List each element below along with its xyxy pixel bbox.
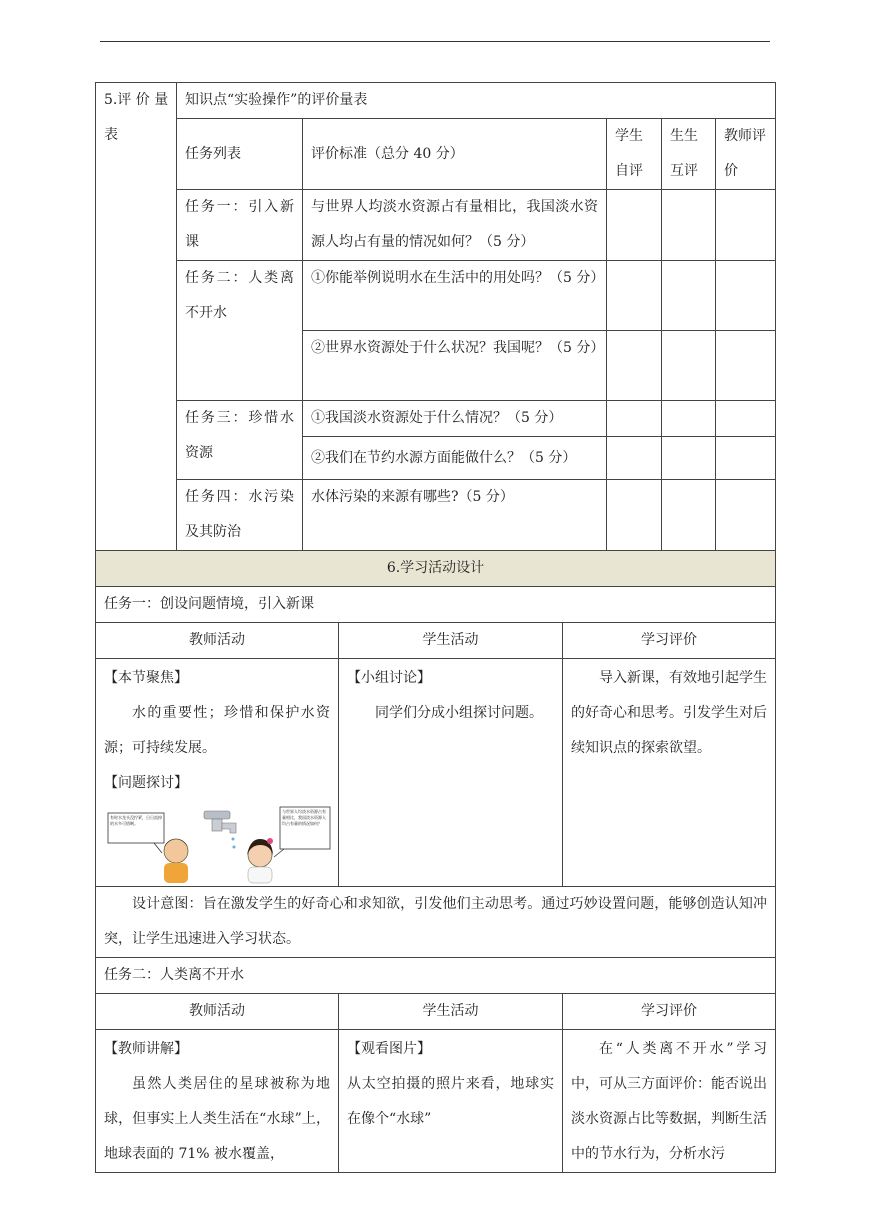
task2-eval-cell: 在“人类离不开水”学习中，可从三方面评价：能否说出淡水资源占比等数据，判断生活中的节水行为，分析水污 bbox=[563, 1030, 776, 1173]
teacher-score-cell[interactable] bbox=[716, 437, 776, 480]
peer-score-cell[interactable] bbox=[662, 261, 716, 331]
criteria-cell: ①你能举例说明水在生活中的用处吗？（5 分） bbox=[303, 261, 607, 331]
bubble-left-text: 有时水龙头没拧紧，日日流掉的水多可惜啊。 bbox=[110, 815, 162, 826]
teacher-score-cell[interactable] bbox=[716, 480, 776, 551]
self-score-cell[interactable] bbox=[607, 190, 662, 261]
design-intent: 设计意图：旨在激发学生的好奇心和求知欲，引发他们主动思考。通过巧妙设置问题，能够创造认知冲突，让学生迅速进入学习状态。 bbox=[96, 887, 776, 958]
header-task: 任务列表 bbox=[177, 119, 303, 190]
col-student-activity: 学生活动 bbox=[339, 994, 563, 1030]
task2-student-cell bbox=[339, 1030, 563, 1173]
task-cell: 任务二：人类离不开水 bbox=[177, 261, 303, 401]
group-discussion-text: 同学们分成小组探讨问题。 bbox=[375, 705, 543, 721]
criteria-cell: ②世界水资源处于什么状况？我国呢？（5 分） bbox=[303, 331, 607, 401]
document-body bbox=[95, 82, 775, 1173]
focus-heading: 【本节聚焦】 bbox=[104, 670, 188, 686]
table-row bbox=[96, 261, 776, 331]
peer-score-cell[interactable] bbox=[662, 437, 716, 480]
criteria-cell: ②我们在节约水源方面能做什么？（5 分） bbox=[303, 437, 607, 480]
task1-teacher-cell bbox=[96, 659, 339, 887]
col-student-activity: 学生活动 bbox=[339, 623, 563, 659]
teacher-score-cell[interactable] bbox=[716, 401, 776, 437]
discussion-heading: 【问题探讨】 bbox=[104, 775, 188, 791]
table-row bbox=[96, 190, 776, 261]
view-pictures-text: 从太空拍摄的照片来看，地球实在像个“水球” bbox=[347, 1076, 554, 1127]
peer-score-cell[interactable] bbox=[662, 190, 716, 261]
section5-label: 5.评 价 量表 bbox=[96, 83, 177, 551]
table-row bbox=[96, 401, 776, 437]
peer-score-cell[interactable] bbox=[662, 480, 716, 551]
teacher-score-cell[interactable] bbox=[716, 261, 776, 331]
activity-design-table bbox=[95, 550, 776, 1173]
self-score-cell[interactable] bbox=[607, 437, 662, 480]
peer-score-cell[interactable] bbox=[662, 401, 716, 437]
task2-title: 任务二：人类离不开水 bbox=[96, 958, 776, 994]
self-score-cell[interactable] bbox=[607, 401, 662, 437]
self-score-cell[interactable] bbox=[607, 331, 662, 401]
focus-text: 水的重要性；珍惜和保护水资源；可持续发展。 bbox=[104, 705, 330, 756]
header-self: 学生自评 bbox=[607, 119, 662, 190]
col-learning-eval: 学习评价 bbox=[563, 623, 776, 659]
task-cell: 任务四：水污染及其防治 bbox=[177, 480, 303, 551]
criteria-cell: 水体污染的来源有哪些?（5 分） bbox=[303, 480, 607, 551]
header-peer: 生生互评 bbox=[662, 119, 716, 190]
peer-score-cell[interactable] bbox=[662, 331, 716, 401]
criteria-cell: ①我国淡水资源处于什么情况？（5 分） bbox=[303, 401, 607, 437]
task1-title: 任务一：创设问题情境，引入新课 bbox=[96, 587, 776, 623]
col-teacher-activity: 教师活动 bbox=[96, 994, 339, 1030]
teacher-score-cell[interactable] bbox=[716, 190, 776, 261]
evaluation-section-table bbox=[95, 82, 776, 551]
task-cell: 任务三：珍惜水资源 bbox=[177, 401, 303, 480]
header-criteria: 评价标准（总分 40 分） bbox=[303, 119, 607, 190]
col-learning-eval: 学习评价 bbox=[563, 994, 776, 1030]
group-discussion-heading: 【小组讨论】 bbox=[347, 670, 431, 686]
teacher-explain-text: 虽然人类居住的星球被称为地球，但事实上人类生活在“水球”上，地球表面的 71% 被水覆盖， bbox=[104, 1076, 330, 1162]
header-rule bbox=[100, 41, 770, 42]
col-teacher-activity: 教师活动 bbox=[96, 623, 339, 659]
bubble-right-text: 与世界人均淡水资源占有量相比，我国淡水资源人均占有量的情况如何？ bbox=[282, 809, 326, 826]
section6-title: 6.学习活动设计 bbox=[96, 551, 776, 587]
discussion-illustration bbox=[104, 805, 330, 885]
view-pictures-heading: 【观看图片】 bbox=[347, 1041, 431, 1057]
task1-student-cell bbox=[339, 659, 563, 887]
header-teacher: 教师评价 bbox=[716, 119, 776, 190]
evaluation-table-title: 知识点“实验操作”的评价量表 bbox=[177, 83, 776, 119]
self-score-cell[interactable] bbox=[607, 480, 662, 551]
table-row bbox=[96, 480, 776, 551]
task2-teacher-cell bbox=[96, 1030, 339, 1173]
task-cell: 任务一：引入新课 bbox=[177, 190, 303, 261]
self-score-cell[interactable] bbox=[607, 261, 662, 331]
teacher-explain-heading: 【教师讲解】 bbox=[104, 1041, 188, 1057]
task1-eval-cell: 导入新课，有效地引起学生的好奇心和思考。引发学生对后续知识点的探索欲望。 bbox=[563, 659, 776, 887]
teacher-score-cell[interactable] bbox=[716, 331, 776, 401]
criteria-cell: 与世界人均淡水资源占有量相比，我国淡水资源人均占有量的情况如何？（5 分） bbox=[303, 190, 607, 261]
